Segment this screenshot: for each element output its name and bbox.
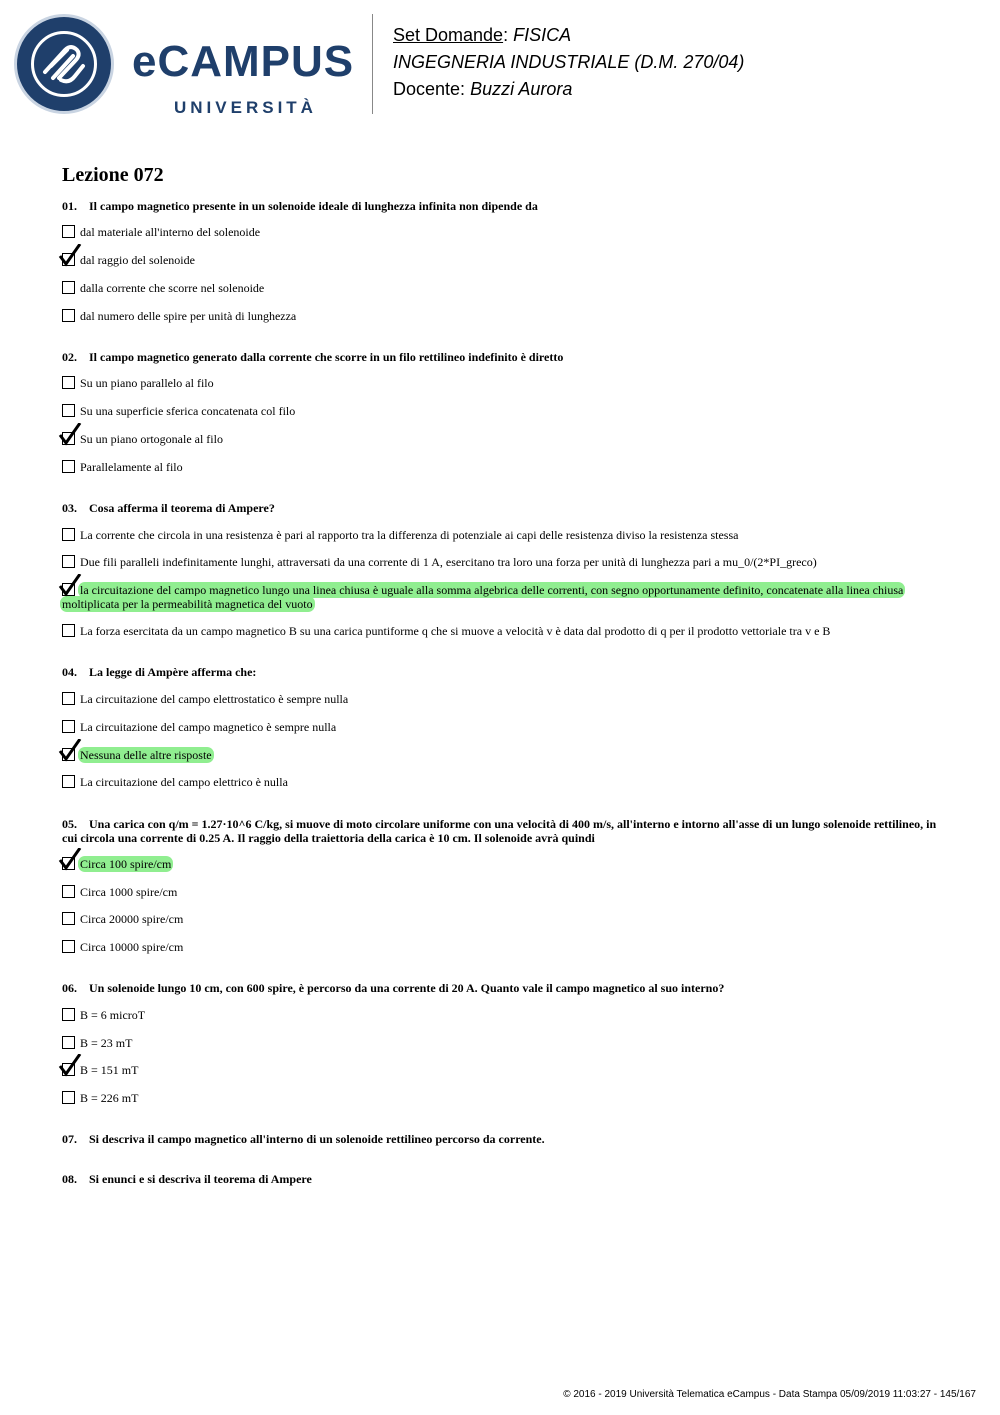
question-title: 02. Il campo magnetico generato dalla corrente che scorre in un filo rettilineo indefinito è diretto xyxy=(62,350,564,364)
question-title: 08. Si enunci e si descriva il teorema di Ampere xyxy=(62,1172,312,1186)
checkbox[interactable] xyxy=(62,404,75,417)
option-checkbox[interactable] xyxy=(62,748,942,762)
option-checkbox[interactable]: Su un piano parallelo al filo xyxy=(62,376,942,390)
brand-name: eCAMPUS xyxy=(132,37,355,86)
checkbox[interactable] xyxy=(62,775,75,788)
checkmark-icon xyxy=(58,244,82,268)
question-title: 06. Un solenoide lungo 10 cm, con 600 spire, è percorso da una corrente di 20 A. Quanto vale il campo magnetico al suo interno? xyxy=(62,981,725,995)
question-title: 04. La legge di Ampère afferma che: xyxy=(62,665,257,679)
option-checkbox[interactable]: dal raggio del solenoide xyxy=(62,253,942,267)
option-checkbox[interactable]: La circuitazione del campo magnetico è sempre nulla xyxy=(62,720,942,734)
checkbox[interactable] xyxy=(62,281,75,294)
option-checkbox[interactable]: Circa 10000 spire/cm xyxy=(62,940,942,954)
set-label: Set Domande xyxy=(393,25,504,45)
option-checkbox[interactable] xyxy=(62,857,942,871)
subject: FISICA xyxy=(513,25,572,45)
question-title: 07. Si descriva il campo magnetico all'interno di un solenoide rettilineo percorso da corrente. xyxy=(62,1132,545,1146)
option-checkbox[interactable]: La forza esercitata da un campo magnetico B su una carica puntiforme q che si muove a velocità v è data dal prodotto di q per il prodotto vettoriale tra v e B xyxy=(62,624,942,638)
option-checkbox[interactable]: Due fili paralleli indefinitamente lunghi, attraversati da una corrente di 1 A, esercitano tra loro una forza per unità di lunghezza pari a mu_0/(2*PI_greco) xyxy=(62,555,942,569)
checkbox[interactable] xyxy=(62,624,75,637)
checkbox[interactable] xyxy=(62,720,75,733)
highlighted-answer: la circuitazione del campo magnetico lungo una linea chiusa è uguale alla somma algebrica delle correnti, con segno opportunamente definito, concatenate alla linea chiusa moltiplicata per la permeabilità magnetica del vuoto xyxy=(62,583,904,611)
header-info xyxy=(393,22,744,103)
page-footer: © 2016 - 2019 Università Telematica eCampus - Data Stampa 05/09/2019 11:03:27 - 145/167 xyxy=(563,1389,976,1400)
lesson-title: Lezione 072 xyxy=(62,164,164,186)
option-checkbox[interactable]: dal materiale all'interno del solenoide xyxy=(62,225,942,239)
question-title: 01. Il campo magnetico presente in un solenoide ideale di lunghezza infinita non dipende da xyxy=(62,199,538,213)
checkbox[interactable] xyxy=(62,940,75,953)
option-checkbox[interactable]: Su una superficie sferica concatenata col filo xyxy=(62,404,942,418)
checkbox[interactable] xyxy=(62,692,75,705)
checkmark-icon xyxy=(58,1054,82,1078)
option-checkbox[interactable]: B = 151 mT xyxy=(62,1063,942,1077)
checkbox[interactable] xyxy=(62,309,75,322)
checkbox[interactable] xyxy=(62,1036,75,1049)
highlighted-answer: Circa 100 spire/cm xyxy=(80,857,172,871)
teacher-name: Buzzi Aurora xyxy=(470,79,573,99)
ecampus-emblem-icon xyxy=(14,14,114,114)
checkbox[interactable] xyxy=(62,1091,75,1104)
option-checkbox[interactable]: Su un piano ortogonale al filo xyxy=(62,432,942,446)
option-checkbox[interactable]: B = 23 mT xyxy=(62,1036,942,1050)
checkbox[interactable] xyxy=(62,528,75,541)
question-title: 05. Una carica con q/m = 1.27·10^6 C/kg, si muove di moto circolare uniforme con una velocità di 400 m/s, all'interno e intorno all'asse di un lungo solenoide rettilineo, in cui circola una corrente di 0.25 A. Il raggio della traiettoria della carica è 10 cm. Il solenoide avrà quindi xyxy=(62,817,937,845)
option-checkbox[interactable]: dal numero delle spire per unità di lunghezza xyxy=(62,309,942,323)
option-checkbox[interactable]: Circa 1000 spire/cm xyxy=(62,885,942,899)
checkmark-icon xyxy=(58,848,82,872)
course: INGEGNERIA INDUSTRIALE (D.M. 270/04) xyxy=(393,52,745,72)
ecampus-logo xyxy=(14,14,359,117)
option-checkbox[interactable]: La circuitazione del campo elettrostatico è sempre nulla xyxy=(62,692,942,706)
teacher-label: Docente: xyxy=(393,79,466,99)
checkmark-icon xyxy=(58,423,82,447)
option-checkbox[interactable]: Circa 20000 spire/cm xyxy=(62,912,942,926)
option-checkbox[interactable] xyxy=(62,583,942,611)
option-checkbox[interactable]: B = 226 mT xyxy=(62,1091,942,1105)
checkbox[interactable] xyxy=(62,912,75,925)
header-divider xyxy=(372,14,373,114)
option-checkbox[interactable]: dalla corrente che scorre nel solenoide xyxy=(62,281,942,295)
question-title: 03. Cosa afferma il teorema di Ampere? xyxy=(62,501,275,515)
option-checkbox[interactable]: La corrente che circola in una resistenza è pari al rapporto tra la differenza di potenziale ai capi delle resistenza diviso la resistenza stessa xyxy=(62,528,942,542)
checkmark-icon xyxy=(58,739,82,763)
checkbox[interactable] xyxy=(62,460,75,473)
option-checkbox[interactable]: Parallelamente al filo xyxy=(62,460,942,474)
set-line: Set Domande: FISICA xyxy=(393,25,572,45)
checkbox[interactable] xyxy=(62,555,75,568)
teacher-line xyxy=(393,76,744,103)
checkbox[interactable] xyxy=(62,885,75,898)
highlighted-answer: Nessuna delle altre risposte xyxy=(80,748,212,762)
brand-subtitle: UNIVERSITÀ xyxy=(174,98,317,117)
checkbox[interactable] xyxy=(62,376,75,389)
checkmark-icon xyxy=(58,574,82,598)
checkbox[interactable] xyxy=(62,1008,75,1021)
option-checkbox[interactable]: B = 6 microT xyxy=(62,1008,942,1022)
option-checkbox[interactable]: La circuitazione del campo elettrico è nulla xyxy=(62,775,942,789)
checkbox[interactable] xyxy=(62,225,75,238)
